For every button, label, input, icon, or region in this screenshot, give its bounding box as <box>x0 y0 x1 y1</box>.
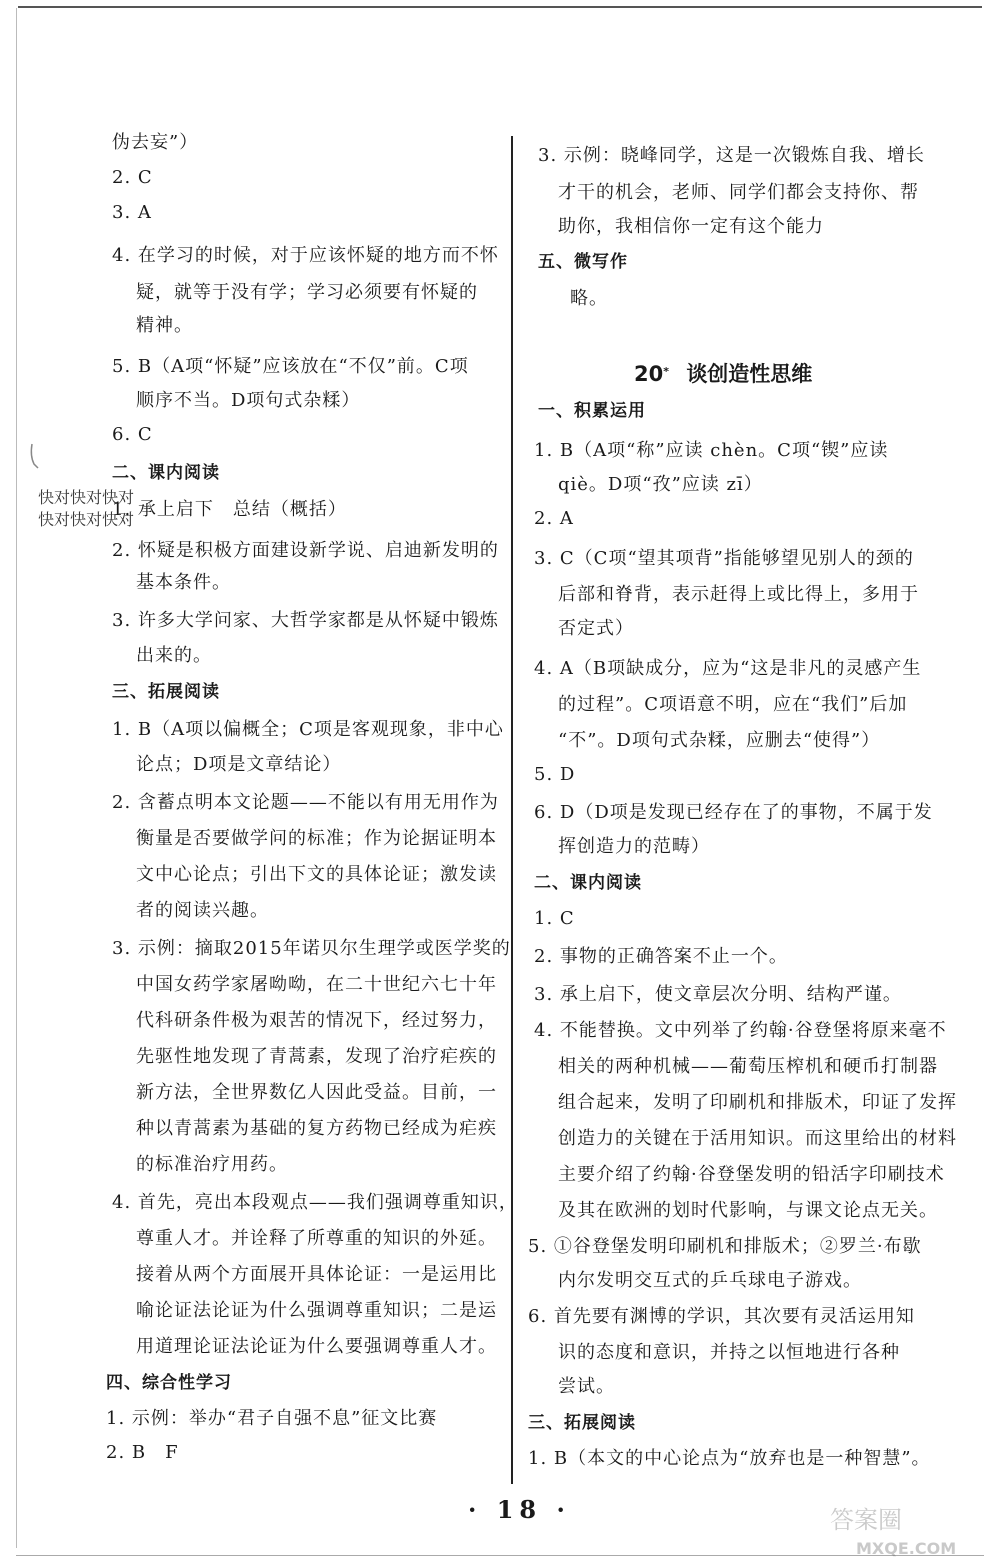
section-heading: 二、课内阅读 <box>112 463 220 483</box>
stamp-line: 快对快对快对 <box>38 488 135 507</box>
answer-line: 挥创造力的范畴） <box>558 836 710 857</box>
answer-line: 6. C <box>112 424 153 445</box>
answer-line: 用道理论证法论证为什么要强调尊重人才。 <box>136 1336 497 1357</box>
answer-line: 内尔发明交互式的乒乓球电子游戏。 <box>558 1270 862 1291</box>
answer-line: 1. B（A项“称”应读 chèn。C项“锲”应读 <box>534 440 889 461</box>
lesson-title-text: 谈创造性思维 <box>686 362 813 386</box>
answer-line: 相关的两种机械——葡萄压榨机和硬币打制器 <box>558 1056 938 1077</box>
answer-line: 代科研条件极为艰苦的情况下，经过努力， <box>136 1010 497 1031</box>
lesson-star: * <box>663 365 669 378</box>
answer-line: 5. ①谷登堡发明印刷机和排版术；②罗兰·布歇 <box>528 1236 922 1257</box>
answer-line: 2. C <box>112 167 153 188</box>
answer-line: 的标准治疗用药。 <box>136 1154 288 1175</box>
answer-line: 助你，我相信你一定有这个能力 <box>558 216 824 237</box>
answer-line: 3. 示例：摘取2015年诺贝尔生理学或医学奖的 <box>112 938 511 959</box>
page-number: · 18 · <box>468 1495 571 1524</box>
section-heading: 三、拓展阅读 <box>528 1413 636 1433</box>
answer-line: 4. 在学习的时候，对于应该怀疑的地方而不怀 <box>112 245 499 266</box>
column-divider <box>511 136 513 1484</box>
answer-line: 尝试。 <box>558 1376 615 1397</box>
answer-line: 4. 首先，亮出本段观点——我们强调尊重知识， <box>112 1192 518 1213</box>
answer-line: 6. 首先要有渊博的学识，其次要有灵活运用知 <box>528 1306 915 1327</box>
answer-line: 者的阅读兴趣。 <box>136 900 269 921</box>
section-heading: 二、课内阅读 <box>534 873 642 893</box>
answer-line: 及其在欧洲的划时代影响，与课文论点无关。 <box>558 1200 938 1221</box>
answer-line: “不”。D项句式杂糅，应删去“使得”） <box>558 730 881 751</box>
answer-line: 略。 <box>570 288 608 309</box>
answer-line: 衡量是否要做学问的标准；作为论据证明本 <box>136 828 497 849</box>
answer-line: 2. A <box>534 508 574 529</box>
answer-line: 顺序不当。D项句式杂糅） <box>136 390 361 411</box>
answer-line: 新方法，全世界数亿人因此受益。目前，一 <box>136 1082 497 1103</box>
answer-line: 出来的。 <box>136 645 212 666</box>
pen-mark-icon <box>28 442 42 470</box>
answer-line: 疑，就等于没有学；学习必须要有怀疑的 <box>136 282 478 303</box>
lesson-number: 20 <box>634 362 664 386</box>
answer-line: 伪去妄”） <box>112 132 199 153</box>
answer-line: 喻论证法论证为什么强调尊重知识；二是运 <box>136 1300 497 1321</box>
lesson-title <box>634 358 812 390</box>
answer-line: 1. B（本文的中心论点为“放弃也是一种智慧”。 <box>528 1448 931 1469</box>
section-heading: 一、积累运用 <box>538 401 646 421</box>
answer-line: 4. A（B项缺成分，应为“这是非凡的灵感产生 <box>534 658 922 679</box>
answer-line: 1. 承上启下 总结（概括） <box>112 499 347 520</box>
answer-line: 3. 示例：晓峰同学，这是一次锻炼自我、增长 <box>538 145 925 166</box>
watermark-logo <box>820 1500 980 1560</box>
stamp-line: 快对快对快对 <box>38 510 135 529</box>
answer-line: 2. 事物的正确答案不止一个。 <box>534 946 788 967</box>
answer-line: 3. A <box>112 202 152 223</box>
section-heading: 四、综合性学习 <box>106 1373 232 1393</box>
left-border <box>16 8 17 1548</box>
answer-line: 精神。 <box>136 315 193 336</box>
answer-line: 创造力的关键在于活用知识。而这里给出的材料 <box>558 1128 957 1149</box>
answer-line: 论点；D项是文章结论） <box>136 754 342 775</box>
answer-line: 文中心论点；引出下文的具体论证；激发读 <box>136 864 497 885</box>
answer-line: 中国女药学家屠呦呦，在二十世纪六七十年 <box>136 974 497 995</box>
answer-line: 基本条件。 <box>136 572 231 593</box>
answer-line: 2. B F <box>106 1442 179 1463</box>
answer-line: 后部和脊背，表示赶得上或比得上，多用于 <box>558 584 919 605</box>
answer-line: 的过程”。C项语意不明，应在“我们”后加 <box>558 694 908 715</box>
answer-line: 1. B（A项以偏概全；C项是客观现象，非中心 <box>112 719 504 740</box>
answer-line: 尊重人才。并诠释了所尊重的知识的外延。 <box>136 1228 497 1249</box>
answer-line: 否定式） <box>558 618 634 639</box>
answer-line: 2. 含蓄点明本文论题——不能以有用无用作为 <box>112 792 499 813</box>
answer-line: 1. C <box>534 908 575 929</box>
answer-line: 3. 许多大学问家、大哲学家都是从怀疑中锻炼 <box>112 610 499 631</box>
answer-line: 组合起来，发明了印刷机和排版术，印证了发挥 <box>558 1092 957 1113</box>
watermark-url: MXQE.COM <box>856 1539 957 1558</box>
answer-line: 6. D（D项是发现已经存在了的事物，不属于发 <box>534 802 933 823</box>
section-heading: 五、微写作 <box>538 252 628 272</box>
answer-line: 3. C（C项“望其项背”指能够望见别人的颈的 <box>534 548 914 569</box>
answer-line: 主要介绍了约翰·谷登堡发明的铅活字印刷技术 <box>558 1164 945 1185</box>
answer-line: 2. 怀疑是积极方面建设新学说、启迪新发明的 <box>112 540 499 561</box>
section-heading: 三、拓展阅读 <box>112 682 220 702</box>
answer-line: qiè。D项“孜”应读 zī） <box>558 474 763 495</box>
answer-line: 5. D <box>534 764 576 785</box>
answer-line: 1. 示例：举办“君子自强不息”征文比赛 <box>106 1408 438 1429</box>
answer-line: 接着从两个方面展开具体论证：一是运用比 <box>136 1264 497 1285</box>
top-border <box>18 6 982 8</box>
answer-line: 3. 承上启下，使文章层次分明、结构严谨。 <box>534 984 902 1005</box>
answer-line: 识的态度和意识，并持之以恒地进行各种 <box>558 1342 900 1363</box>
watermark-logo-text: 答案圈 <box>830 1506 902 1534</box>
answer-line: 才干的机会，老师、同学们都会支持你、帮 <box>558 182 919 203</box>
answer-line: 先驱性地发现了青蒿素，发现了治疗疟疾的 <box>136 1046 497 1067</box>
answer-line: 种以青蒿素为基础的复方药物已经成为疟疾 <box>136 1118 497 1139</box>
answer-line: 5. B（A项“怀疑”应该放在“不仅”前。C项 <box>112 356 469 377</box>
answer-line: 4. 不能替换。文中列举了约翰·谷登堡将原来毫不 <box>534 1020 947 1041</box>
